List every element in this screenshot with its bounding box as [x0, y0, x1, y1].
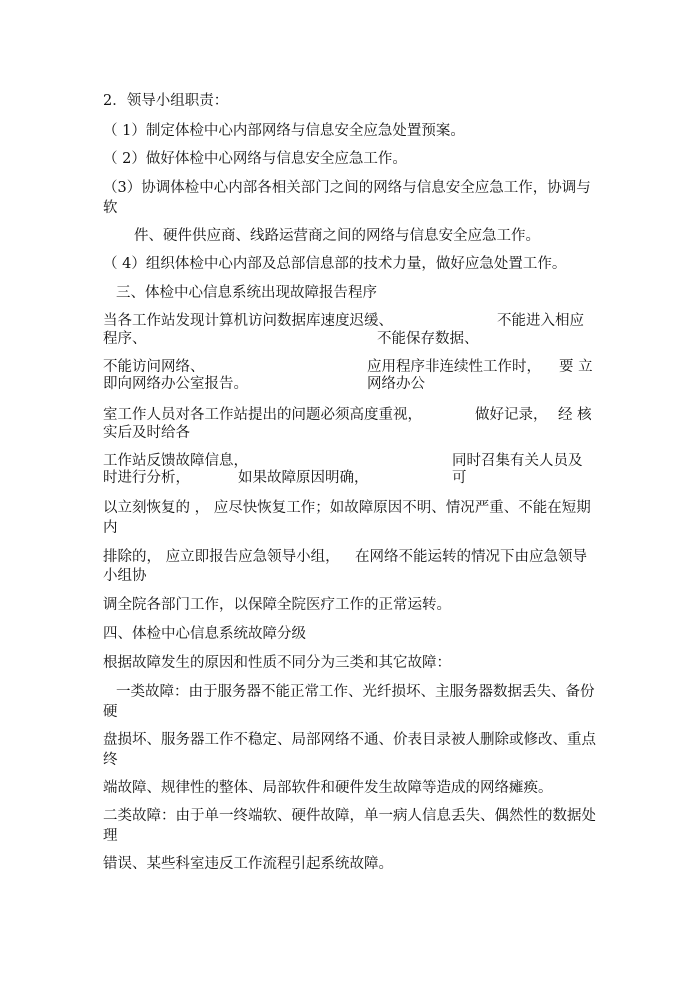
text-line: 可 — [452, 470, 467, 486]
text-line: 一类故障：由于服务器不能正常工作、光纤损坏、主服务器数据丢失、备份 — [116, 684, 595, 700]
text-line: 端故障、规律性的整体、局部软件和硬件发生故障等造成的网络瘫痪。 — [103, 780, 553, 796]
text-line: 不能保存数据、 — [377, 331, 479, 347]
section-heading: 四、体检中心信息系统故障分级 — [103, 626, 306, 642]
text-line: 程序、 — [103, 331, 147, 347]
text-line: 时进行分析， — [103, 470, 190, 486]
text-line: 要 立 — [559, 359, 593, 375]
text-line: 同时召集有关人员及 — [452, 453, 583, 469]
text-line: （ 4）组织体检中心内部及总部信息部的技术力量，做好应急处置工作。 — [103, 256, 567, 272]
text-line: 终 — [103, 752, 118, 768]
text-line: 盘损坏、服务器工作不稳定、局部网络不通、价表目录被人删除或修改、重点 — [103, 732, 596, 748]
text-line: 排除的， 应立即报告应急领导小组， — [103, 549, 340, 565]
text-line: （3）协调体检中心内部各相关部门之间的网络与信息安全应急工作，协调与 — [103, 180, 591, 196]
section-heading: 三、体检中心信息系统出现故障报告程序 — [116, 285, 377, 301]
text-line: 内 — [103, 520, 118, 536]
text-line: 工作站反馈故障信息， — [103, 453, 248, 469]
text-line: 如果故障原因明确， — [238, 470, 369, 486]
text-line: 当各工作站发现计算机访问数据库速度迟缓、 — [103, 313, 393, 329]
text-line: 软 — [103, 200, 118, 216]
text-line: 即向网络办公室报告。 — [103, 376, 248, 392]
text-line: 以立刻恢复的 ， 应尽快恢复工作；如故障原因不明、情况严重、不能在短期 — [103, 500, 591, 516]
text-line: 不能进入相应 — [497, 313, 584, 329]
text-line: 小组协 — [103, 568, 147, 584]
text-line: 2．领导小组职责： — [103, 93, 229, 109]
text-line: 二类故障：由于单一终端软、硬件故障，单一病人信息丢失、偶然性的数据处 — [103, 808, 596, 824]
text-line: 不能访问网络、 — [103, 359, 205, 375]
text-line: 在网络不能运转的情况下由应急领导 — [355, 549, 587, 565]
text-line: 应用程序非连续性工作时， — [367, 359, 541, 375]
text-line: 错误、某些科室违反工作流程引起系统故障。 — [103, 856, 393, 872]
text-line: 实后及时给各 — [103, 425, 190, 441]
text-line: 经 核 — [558, 407, 592, 423]
text-line: 硬 — [103, 704, 118, 720]
text-line: 室工作人员对各工作站提出的问题必须高度重视， — [103, 407, 422, 423]
text-line: 做好记录， — [475, 407, 548, 423]
text-line: （ 2）做好体检中心网络与信息安全应急工作。 — [103, 151, 407, 167]
text-line: 网络办公 — [367, 376, 425, 392]
text-line: 件、硬件供应商、线路运营商之间的网络与信息安全应急工作。 — [134, 228, 540, 244]
text-line: 理 — [103, 828, 118, 844]
text-line: 调全院各部门工作，以保障全院医疗工作的正常运转。 — [103, 597, 451, 613]
text-line: 根据故障发生的原因和性质不同分为三类和其它故障： — [103, 655, 451, 671]
text-line: （ 1）制定体检中心内部网络与信息安全应急处置预案。 — [103, 123, 465, 139]
